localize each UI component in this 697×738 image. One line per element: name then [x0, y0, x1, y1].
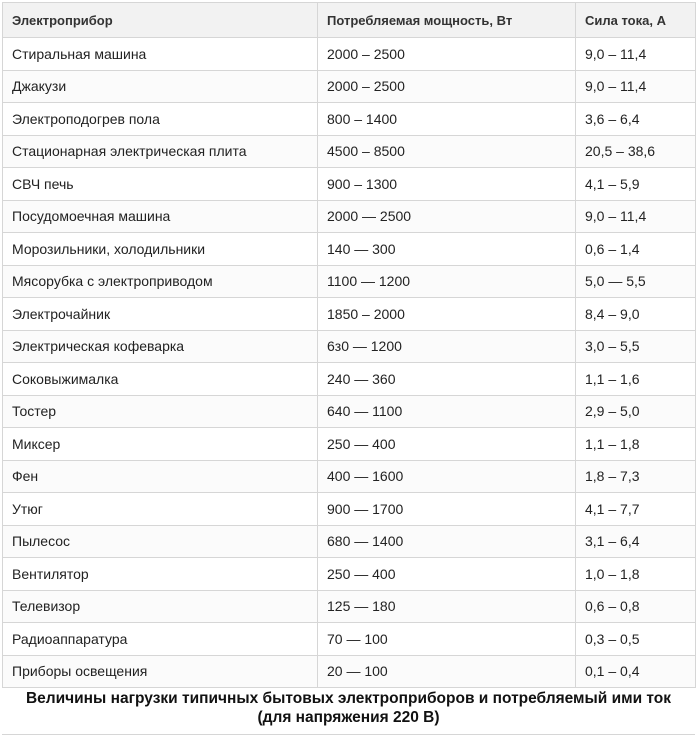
table-row — [3, 168, 696, 201]
cell-power: 20 — 100 — [318, 655, 576, 688]
table-row — [3, 363, 696, 396]
header-power: Потребляемая мощность, Вт — [318, 3, 576, 38]
table-row — [3, 558, 696, 591]
cell-current: 0,6 – 0,8 — [576, 590, 696, 623]
cell-current: 9,0 – 11,4 — [576, 200, 696, 233]
cell-device: Тостер — [3, 395, 318, 428]
cell-power: 250 — 400 — [318, 428, 576, 461]
table-row — [3, 655, 696, 688]
cell-device: Радиоаппаратура — [3, 623, 318, 656]
table-body — [3, 38, 696, 688]
cell-power: 250 — 400 — [318, 558, 576, 591]
cell-current: 9,0 – 11,4 — [576, 38, 696, 71]
table-row — [3, 525, 696, 558]
caption-line-1: Величины нагрузки типичных бытовых электроприборов и потребляемый ими ток — [25, 690, 672, 707]
cell-power: 1850 – 2000 — [318, 298, 576, 331]
cell-power: 125 — 180 — [318, 590, 576, 623]
bottom-divider — [2, 734, 695, 735]
cell-current: 1,8 – 7,3 — [576, 460, 696, 493]
cell-power: 70 — 100 — [318, 623, 576, 656]
cell-current: 1,0 – 1,8 — [576, 558, 696, 591]
cell-current: 3,0 – 5,5 — [576, 330, 696, 363]
cell-current: 4,1 – 7,7 — [576, 493, 696, 526]
table-row — [3, 330, 696, 363]
cell-power: 2000 – 2500 — [318, 70, 576, 103]
cell-device: Телевизор — [3, 590, 318, 623]
cell-device: Утюг — [3, 493, 318, 526]
header-current: Сила тока, А — [576, 3, 696, 38]
table-row — [3, 200, 696, 233]
table-row — [3, 428, 696, 461]
cell-device: Миксер — [3, 428, 318, 461]
caption-line-2: (для напряжения 220 В) — [257, 709, 440, 726]
table-row — [3, 103, 696, 136]
cell-device: Электроподогрев пола — [3, 103, 318, 136]
cell-device: Джакузи — [3, 70, 318, 103]
cell-current: 3,1 – 6,4 — [576, 525, 696, 558]
cell-device: Пылесос — [3, 525, 318, 558]
cell-power: 6з0 — 1200 — [318, 330, 576, 363]
cell-current: 2,9 – 5,0 — [576, 395, 696, 428]
table-row — [3, 70, 696, 103]
cell-power: 900 — 1700 — [318, 493, 576, 526]
cell-power: 1100 — 1200 — [318, 265, 576, 298]
table-row — [3, 623, 696, 656]
cell-power: 640 — 1100 — [318, 395, 576, 428]
cell-device: Мясорубка с электроприводом — [3, 265, 318, 298]
cell-device: Фен — [3, 460, 318, 493]
cell-current: 1,1 – 1,6 — [576, 363, 696, 396]
cell-power: 800 – 1400 — [318, 103, 576, 136]
cell-power: 4500 – 8500 — [318, 135, 576, 168]
cell-device: Электрическая кофеварка — [3, 330, 318, 363]
cell-device: Стиральная машина — [3, 38, 318, 71]
table-row — [3, 135, 696, 168]
table-row — [3, 233, 696, 266]
cell-power: 2000 — 2500 — [318, 200, 576, 233]
appliance-load-table — [2, 2, 696, 688]
table-row — [3, 38, 696, 71]
cell-device: Стационарная электрическая плита — [3, 135, 318, 168]
cell-current: 5,0 — 5,5 — [576, 265, 696, 298]
cell-current: 20,5 – 38,6 — [576, 135, 696, 168]
cell-current: 4,1 – 5,9 — [576, 168, 696, 201]
cell-device: СВЧ печь — [3, 168, 318, 201]
cell-device: Вентилятор — [3, 558, 318, 591]
cell-power: 2000 – 2500 — [318, 38, 576, 71]
cell-power: 900 – 1300 — [318, 168, 576, 201]
table-row — [3, 493, 696, 526]
cell-power: 680 — 1400 — [318, 525, 576, 558]
cell-power: 240 — 360 — [318, 363, 576, 396]
cell-current: 1,1 – 1,8 — [576, 428, 696, 461]
cell-power: 400 — 1600 — [318, 460, 576, 493]
cell-device: Морозильники, холодильники — [3, 233, 318, 266]
table-row — [3, 298, 696, 331]
cell-current: 0,3 – 0,5 — [576, 623, 696, 656]
table-row — [3, 395, 696, 428]
table-row — [3, 265, 696, 298]
table-caption — [0, 689, 697, 727]
cell-device: Соковыжималка — [3, 363, 318, 396]
table-row — [3, 460, 696, 493]
cell-current: 0,6 – 1,4 — [576, 233, 696, 266]
table-header-row — [3, 3, 696, 38]
cell-device: Посудомоечная машина — [3, 200, 318, 233]
cell-current: 8,4 – 9,0 — [576, 298, 696, 331]
cell-power: 140 — 300 — [318, 233, 576, 266]
header-device: Электроприбор — [3, 3, 318, 38]
cell-device: Электрочайник — [3, 298, 318, 331]
table-row — [3, 590, 696, 623]
cell-current: 9,0 – 11,4 — [576, 70, 696, 103]
cell-current: 0,1 – 0,4 — [576, 655, 696, 688]
cell-current: 3,6 – 6,4 — [576, 103, 696, 136]
cell-device: Приборы освещения — [3, 655, 318, 688]
